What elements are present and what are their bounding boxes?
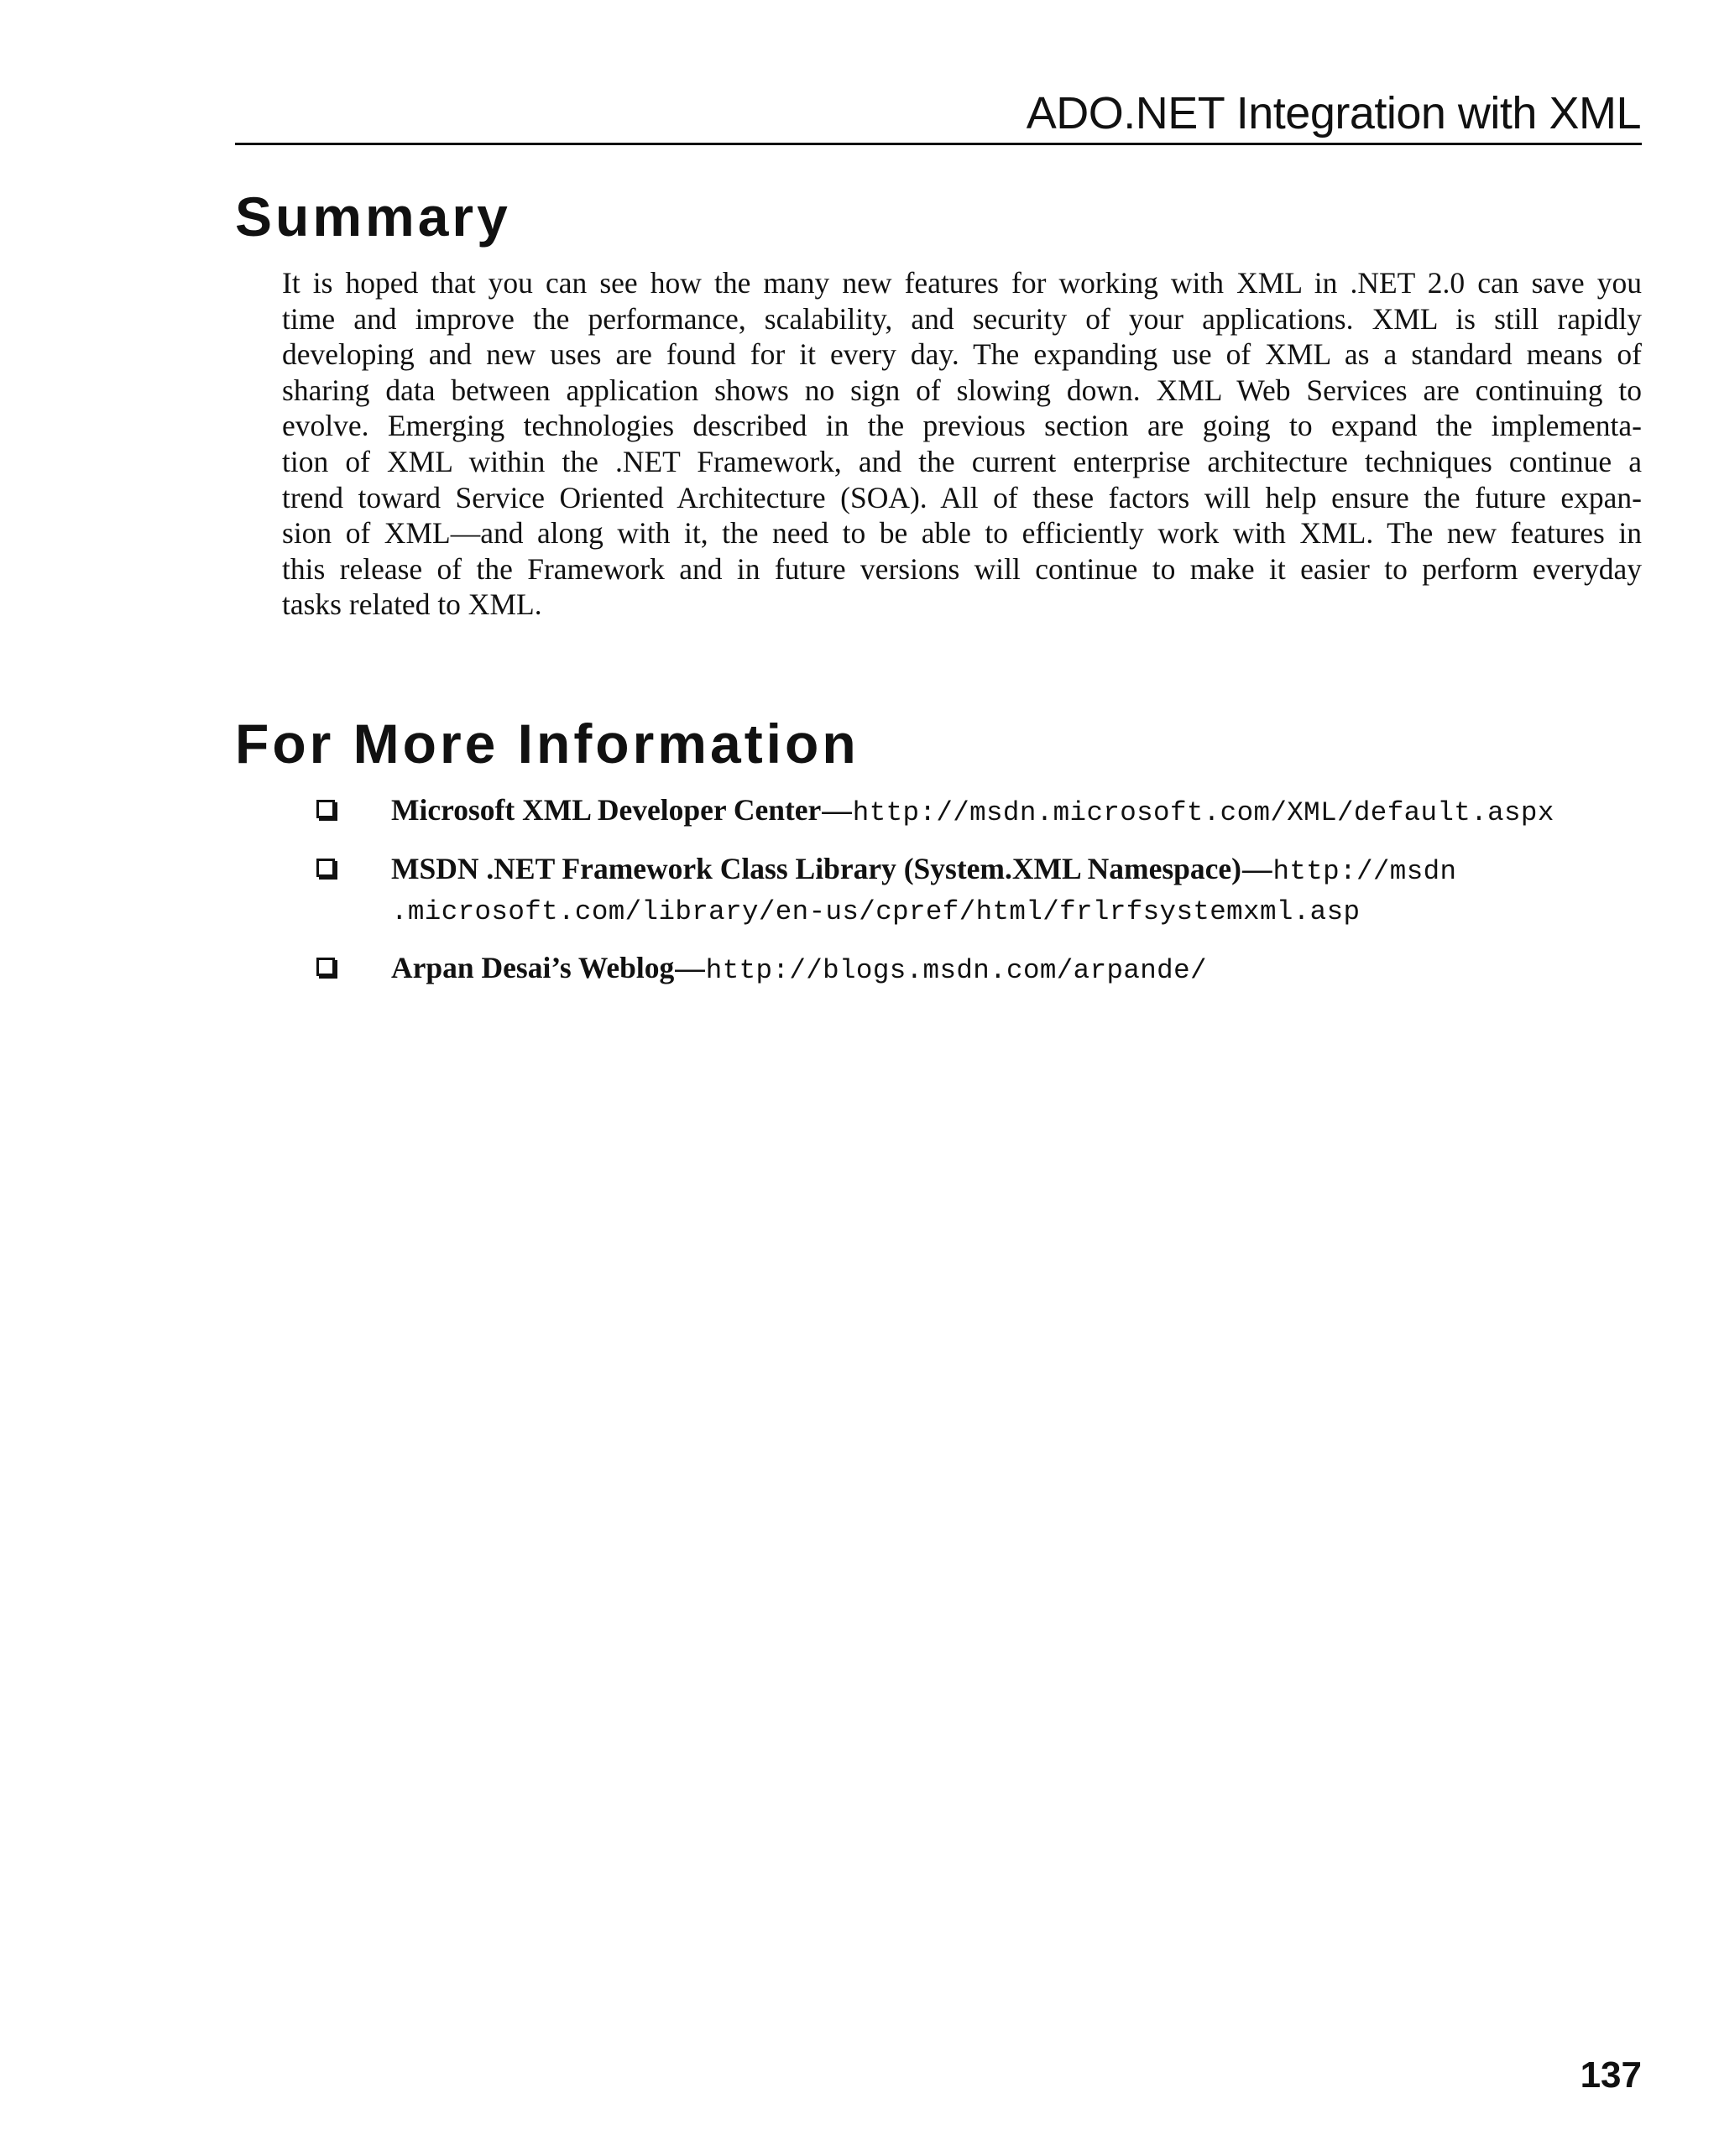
- resource-list: [315, 791, 1658, 1008]
- more-info-heading: For More Information: [235, 713, 860, 775]
- resource-url: http://msdn: [1272, 856, 1457, 887]
- page-number: 137: [1580, 2054, 1642, 2096]
- em-dash: —: [822, 793, 852, 827]
- resource-name: MSDN .NET Framework Class Library (System.XML Namespace): [391, 852, 1241, 885]
- paragraph-line: developing and new uses are found for it every day. The expanding use of XML as a standard means of: [282, 337, 1642, 372]
- resource-name: Microsoft XML Developer Center: [391, 793, 822, 827]
- header-rule: [235, 143, 1642, 145]
- paragraph-line: It is hoped that you can see how the many new features for working with XML in .NET 2.0 can save you: [282, 266, 1642, 300]
- paragraph-line: sion of XML—and along with it, the need to be able to efficiently work with XML. The new features in: [282, 516, 1642, 551]
- checkbox-bullet-icon: [316, 859, 335, 877]
- em-dash: —: [1241, 852, 1272, 885]
- resource-url: http://blogs.msdn.com/arpande/: [705, 955, 1207, 986]
- resource-url-continuation: .microsoft.com/library/en-us/cpref/html/frlrfsystemxml.asp: [391, 896, 1361, 927]
- summary-paragraph: [282, 265, 1642, 623]
- paragraph-line: tasks related to XML.: [282, 587, 542, 622]
- resource-url: http://msdn.microsoft.com/XML/default.aspx: [852, 797, 1554, 828]
- em-dash: —: [675, 951, 705, 984]
- list-item: [315, 949, 1658, 989]
- running-header: ADO.NET Integration with XML: [1026, 88, 1641, 138]
- paragraph-line: this release of the Framework and in future versions will continue to make it easier to perform everyday: [282, 551, 1642, 586]
- paragraph-line: time and improve the performance, scalability, and security of your applications. XML is still rapidly: [282, 301, 1642, 336]
- list-item: [315, 791, 1658, 832]
- checkbox-bullet-icon: [316, 958, 335, 976]
- paragraph-line: evolve. Emerging technologies described in the previous section are going to expand the implementa-: [282, 409, 1642, 443]
- list-item: [315, 850, 1658, 931]
- paragraph-line: sharing data between application shows no sign of slowing down. XML Web Services are continuing to: [282, 373, 1642, 407]
- summary-heading: Summary: [235, 185, 511, 248]
- paragraph-line: tion of XML within the .NET Framework, and the current enterprise architecture techniques continue a: [282, 444, 1642, 478]
- resource-name: Arpan Desai’s Weblog: [391, 951, 675, 984]
- paragraph-line: trend toward Service Oriented Architecture (SOA). All of these factors will help ensure the future expan-: [282, 480, 1642, 514]
- checkbox-bullet-icon: [316, 800, 335, 818]
